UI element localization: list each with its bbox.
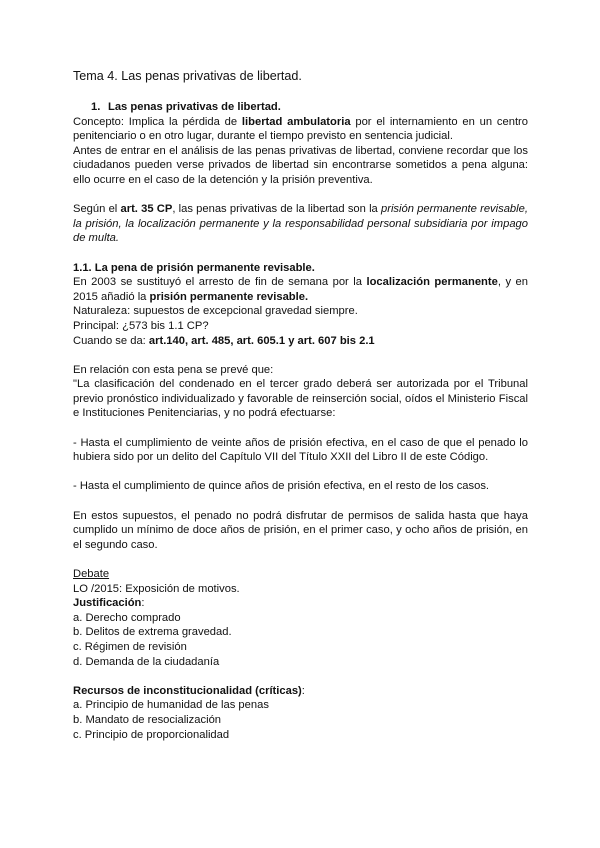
segun-paragraph (73, 202, 528, 246)
segun-italic: prisión permanente revisable, la prisión, la localización permanente y la responsabilidad personal subsidiaria por impago de multa. (73, 203, 528, 245)
principal-line: Principal: ¿573 bis 1.1 CP? (73, 319, 209, 332)
cuando-prefix: Cuando se da: (73, 334, 149, 347)
recursos-heading (73, 684, 528, 699)
justificacion-text: Justificación (73, 597, 142, 610)
antes-paragraph: Antes de entrar en el análisis de las penas privativas de libertad, conviene recordar que los ciudadanos pueden verse privados de libertad sin encontrarse sometidos a pena alguna: ello ocurre en el caso de la detención y la prisión preventiva. (73, 144, 528, 186)
debate-label (73, 567, 528, 582)
list-item: a. Derecho comprado (73, 611, 181, 624)
section-heading-1-1-text: 1.1. La pena de prisión permanente revisable. (73, 261, 315, 274)
relacion-line: En relación con esta pena se prevé que: (73, 363, 274, 376)
naturaleza-line: Naturaleza: supuestos de excepcional gravedad siempre. (73, 305, 358, 318)
dash1-paragraph: - Hasta el cumplimiento de veinte años de prisión efectiva, en el caso de que el penado lo hubiera sido por un delito del Capítulo VII del Título XXII del Libro II de este Código. (73, 436, 528, 464)
cuando-line (73, 334, 528, 349)
supuestos-paragraph: En estos supuestos, el penado no podrá disfrutar de permisos de salida hasta que haya cumplido un mínimo de doce años de prisión, en el primer caso, y ocho años de prisión, en el segundo caso. (73, 509, 528, 551)
concepto-prefix: Concepto: Implica la pérdida de (73, 115, 242, 128)
justificacion-colon: : (141, 597, 145, 610)
section-heading-1 (91, 100, 528, 115)
quote-paragraph: "La clasificación del condenado en el tercer grado deberá ser autorizada por el Tribunal previo pronóstico individualizado y favorable de reinserción social, oídos el Ministerio Fiscal e Instituciones Penitenciarias, y no podrá efectuarse: (73, 378, 528, 420)
list-item: c. Régimen de revisión (73, 640, 187, 653)
cuando-bold: art.140, art. 485, art. 605.1 y art. 607 bis 2.1 (148, 334, 375, 347)
concepto-suffix: por el internamiento en un centro penitenciario o en otro lugar, durante el tiempo previsto en sentencia judicial. (73, 115, 528, 143)
recursos-colon: : (301, 684, 305, 697)
en2003-prefix: En 2003 se sustituyó el arresto de fin de semana por la (73, 276, 367, 289)
segun-bold: art. 35 CP (120, 203, 173, 216)
section-heading-1-1 (73, 261, 528, 276)
section-number: 1. (91, 101, 101, 113)
en2003-bold2: prisión permanente revisable. (149, 290, 309, 303)
recursos-heading-text: Recursos de inconstitucionalidad (críticas) (73, 684, 302, 697)
en2003-middle: , y en 2015 añadió la (73, 276, 528, 303)
dash2-paragraph: - Hasta el cumplimiento de quince años de prisión efectiva, en el resto de los casos. (73, 480, 490, 493)
list-item: a. Principio de humanidad de las penas (73, 699, 269, 712)
en2003-paragraph (73, 275, 528, 304)
section-heading-text: Las penas privativas de libertad. (108, 101, 281, 113)
segun-prefix: Según el (73, 203, 121, 216)
list-item: b. Mandato de resocialización (73, 713, 222, 726)
concepto-paragraph (73, 115, 528, 144)
list-item: b. Delitos de extrema gravedad. (73, 626, 232, 639)
segun-middle: , las penas privativas de la libertad son la (172, 203, 381, 216)
debate-label-text: Debate (73, 568, 110, 580)
lo-line: LO /2015: Exposición de motivos. (73, 582, 240, 595)
list-item: c. Principio de proporcionalidad (73, 728, 230, 741)
en2003-bold1: localización permanente (366, 276, 498, 289)
concepto-bold: libertad ambulatoria (241, 115, 351, 128)
document-body (73, 68, 528, 742)
page-title: Tema 4. Las penas privativas de libertad. (73, 69, 302, 83)
list-item: d. Demanda de la ciudadanía (73, 655, 220, 668)
justificacion-heading (73, 596, 528, 611)
